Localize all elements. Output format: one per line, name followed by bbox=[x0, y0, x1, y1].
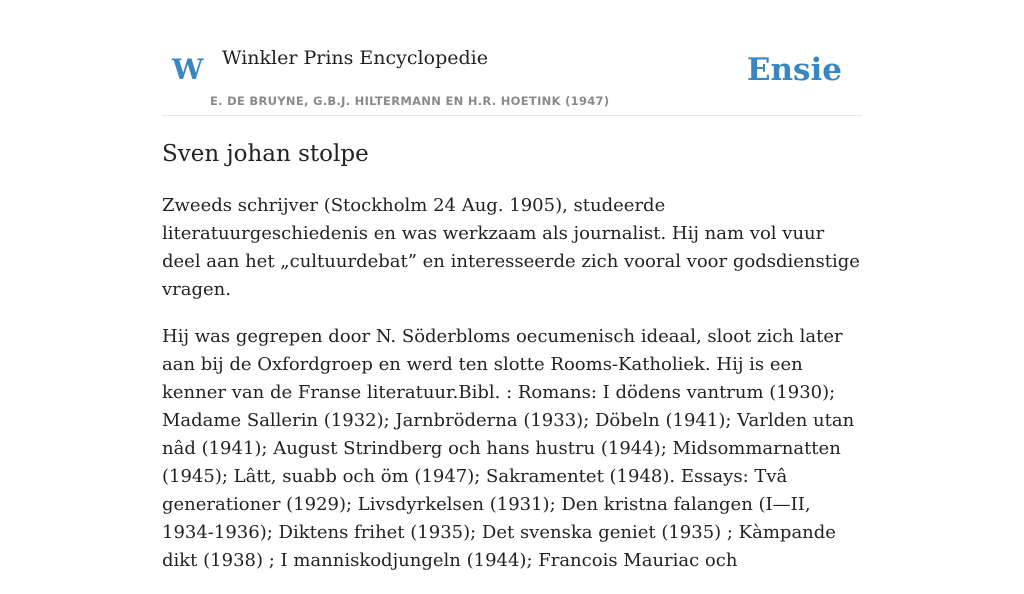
publication-authors: E. DE BRUYNE, G.B.J. HILTERMANN EN H.R. HOETINK (1947) bbox=[210, 94, 610, 108]
publication-title[interactable]: Winkler Prins Encyclopedie bbox=[222, 47, 488, 69]
article-paragraph: Hij was gegrepen door N. Söderbloms oecumenisch ideaal, sloot zich later aan bij de Oxfordgroep en werd ten slotte Rooms-Katholiek. Hij is een kenner van de Franse literatuur.Bibl. : Romans: I dödens vantrum (1930); Madame Sallerin (1932); Jarnbröderna (1933); Döbeln (1941); Varlden utan nâd (1941); August Strindberg och hans hustru (1944); Midsommarnatten (1945); Lâtt, suabb och öm (1947); Sakramentet (1948). Essays: Tvâ generationer (1929); Livsdyrkelsen (1931); Den kristna falangen (I—II, 1934-1936); Diktens frihet (1935); Det svenska geniet (1935) ; Kàmpande dikt (1938) ; I manniskodjungeln (1944); Francois Mauriac och bbox=[162, 326, 855, 571]
logo-w-icon[interactable]: W bbox=[172, 53, 204, 86]
article-body bbox=[162, 192, 864, 594]
site-header bbox=[162, 40, 862, 116]
article-title: Sven johan stolpe bbox=[162, 141, 369, 167]
ensie-brand-logo[interactable]: Ensie bbox=[746, 52, 842, 88]
article-paragraph: Zweeds schrijver (Stockholm 24 Aug. 1905), studeerde literatuurgeschiedenis en was werkzaam als journalist. Hij nam vol vuur deel aan het „cultuurdebat” en interesseerde zich vooral voor godsdienstige vragen. bbox=[162, 195, 860, 300]
